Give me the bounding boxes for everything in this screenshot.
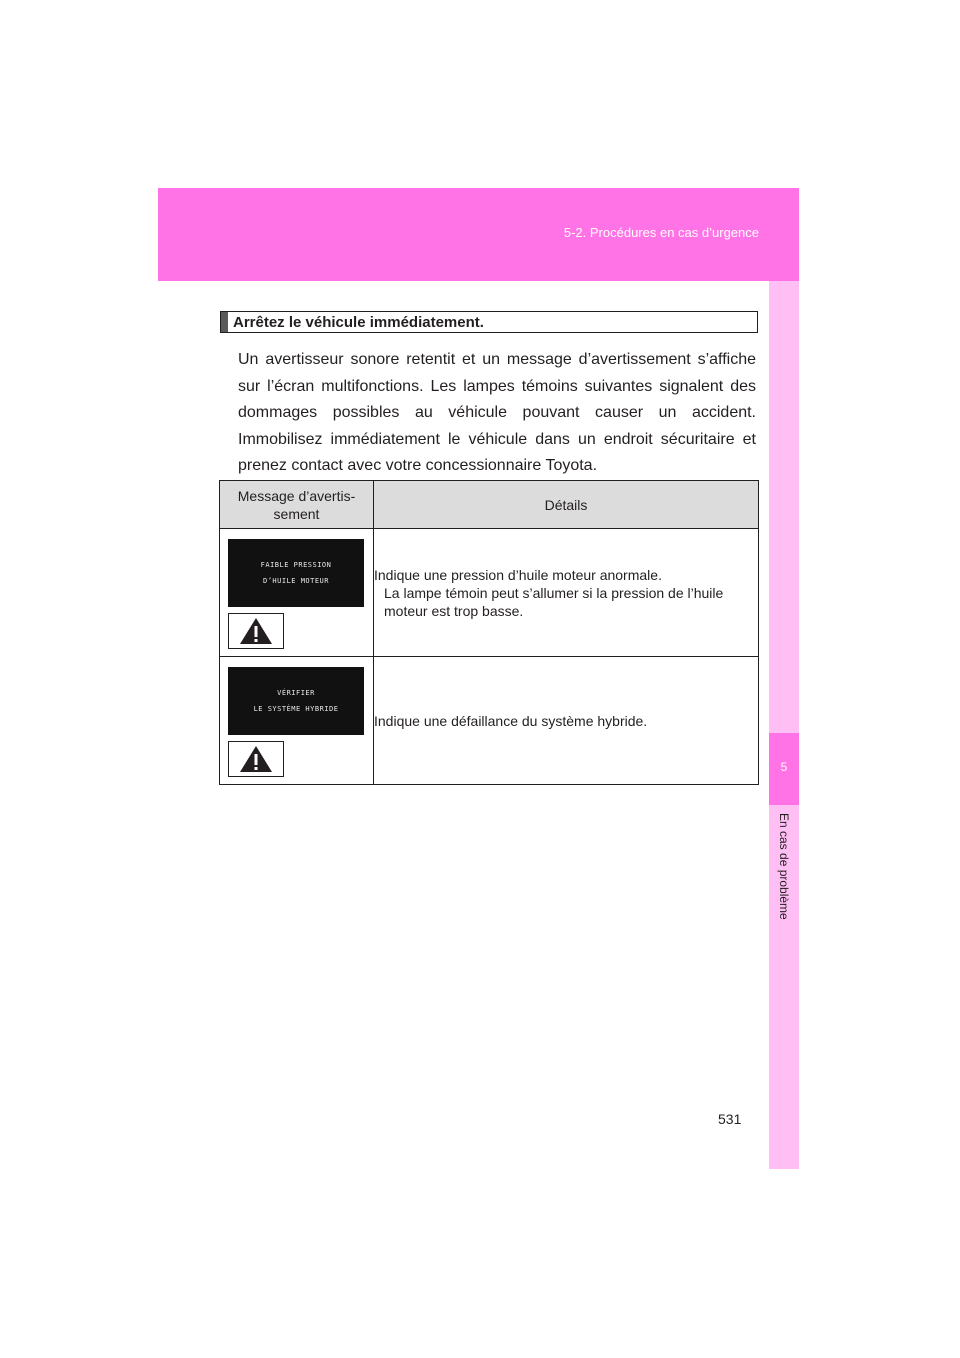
heading-marker [221, 312, 228, 332]
warning-triangle-icon [228, 613, 284, 649]
warning-triangle-icon [228, 741, 284, 777]
warning-table [219, 480, 759, 785]
display-line: D’HUILE MOTEUR [262, 577, 329, 585]
section-heading [220, 311, 758, 333]
detail-subtext: La lampe témoin peut s’allumer si la pression de l’huile moteur est trop basse. [384, 584, 724, 619]
multi-display-screen [228, 539, 364, 607]
chapter-number: 5 [780, 760, 788, 774]
display-line: LE SYSTÈME HYBRIDE [253, 705, 339, 713]
header-message: Message d’avertis-sement [220, 481, 374, 529]
section-title: 5-2. Procédures en cas d’urgence [563, 225, 759, 240]
display-line: FAIBLE PRESSION [260, 561, 332, 569]
details-cell [374, 529, 759, 657]
display-line: VÉRIFIER [277, 689, 315, 697]
chapter-title-container [769, 813, 799, 948]
intro-paragraph: Un avertisseur sonore retentit et un message d’avertissement s’affiche sur l’écran multifonctions. Les lampes témoins suivantes signalent des dommages possibles au véhicule pouvant causer un accident. Immobilisez immédiatement le véhicule dans un endroit sécuritaire et prenez contact avec votre concessionnaire Toyota. [238, 351, 756, 474]
detail-text: Indique une pression d’huile moteur anormale. [374, 566, 662, 583]
page-number: 531 [718, 1111, 742, 1127]
header-details: Détails [374, 481, 759, 529]
table-header-row [220, 481, 759, 529]
side-tab [769, 281, 799, 1169]
table-row [220, 657, 759, 785]
details-cell [374, 657, 759, 785]
detail-text: Indique une défaillance du système hybride. [374, 712, 648, 729]
multi-display-screen [228, 667, 364, 735]
table-row [220, 529, 759, 657]
message-cell [220, 657, 374, 785]
chapter-title: En cas de problème [777, 813, 791, 920]
header-band [158, 188, 799, 281]
message-cell [220, 529, 374, 657]
heading-text: Arrêtez le véhicule immédiatement. [233, 313, 484, 331]
